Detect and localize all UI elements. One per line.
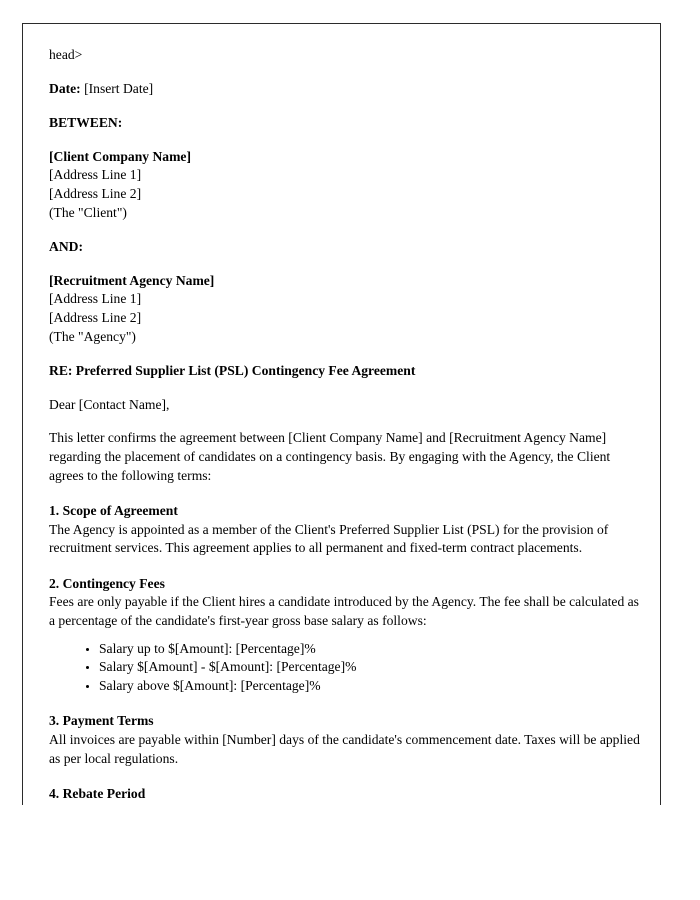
list-item: • Salary $[Amount] - $[Amount]: [Percentage]% [99, 658, 641, 677]
list-item: • Salary above $[Amount]: [Percentage]% [99, 677, 641, 696]
section-payment-terms [49, 695, 641, 768]
agency-party-block [49, 257, 641, 346]
agency-address-line-1: [Address Line 1] [49, 291, 142, 307]
date-value: [Insert Date] [84, 80, 154, 96]
section-heading-3: 3. Payment Terms [49, 713, 154, 729]
section-contingency-fees [49, 558, 641, 696]
client-designation: (The "Client") [49, 204, 127, 220]
fee-tier-list [49, 640, 641, 696]
salutation: Dear [Contact Name], [49, 396, 170, 412]
section-scope-of-agreement [49, 485, 641, 558]
list-item: • Salary up to $[Amount]: [Percentage]% [99, 640, 641, 659]
agency-designation: (The "Agency") [49, 328, 136, 344]
document-page-frame [22, 23, 661, 805]
section-text-2: Fees are only payable if the Client hires a candidate introduced by the Agency. The fee shall be calculated as a percentage of the candidate's first-year gross base salary as follows: [49, 594, 639, 629]
stray-html-fragment: head> [49, 47, 83, 62]
subject-line: RE: Preferred Supplier List (PSL) Contingency Fee Agreement [49, 363, 416, 379]
client-company-name: [Client Company Name] [49, 148, 191, 164]
between-label: BETWEEN: [49, 115, 123, 131]
date-line [49, 65, 641, 99]
section-text-1: The Agency is appointed as a member of the Client's Preferred Supplier List (PSL) for the provision of recruitment services. This agreement applies to all permanent and fixed-term contract placements. [49, 521, 609, 556]
and-label: AND: [49, 239, 83, 255]
document-body [49, 42, 641, 804]
client-address-line-1: [Address Line 1] [49, 167, 142, 183]
section-heading-4: 4. Rebate Period [49, 786, 146, 802]
section-text-3: All invoices are payable within [Number] days of the candidate's commencement date. Taxes will be applied as per local regulations. [49, 732, 640, 766]
agency-address-line-2: [Address Line 2] [49, 309, 142, 325]
section-heading-2: 2. Contingency Fees [49, 575, 165, 591]
agency-company-name: [Recruitment Agency Name] [49, 272, 215, 288]
section-heading-1: 1. Scope of Agreement [49, 503, 178, 519]
intro-paragraph: This letter confirms the agreement between [Client Company Name] and [Recruitment Agency Name] regarding the placement of candidates on a contingency basis. By engaging with the Agency, the Client agrees to the following terms: [49, 430, 611, 483]
date-label: Date: [49, 80, 81, 96]
section-rebate-period [49, 768, 641, 804]
client-party-block [49, 133, 641, 222]
client-address-line-2: [Address Line 2] [49, 185, 142, 201]
